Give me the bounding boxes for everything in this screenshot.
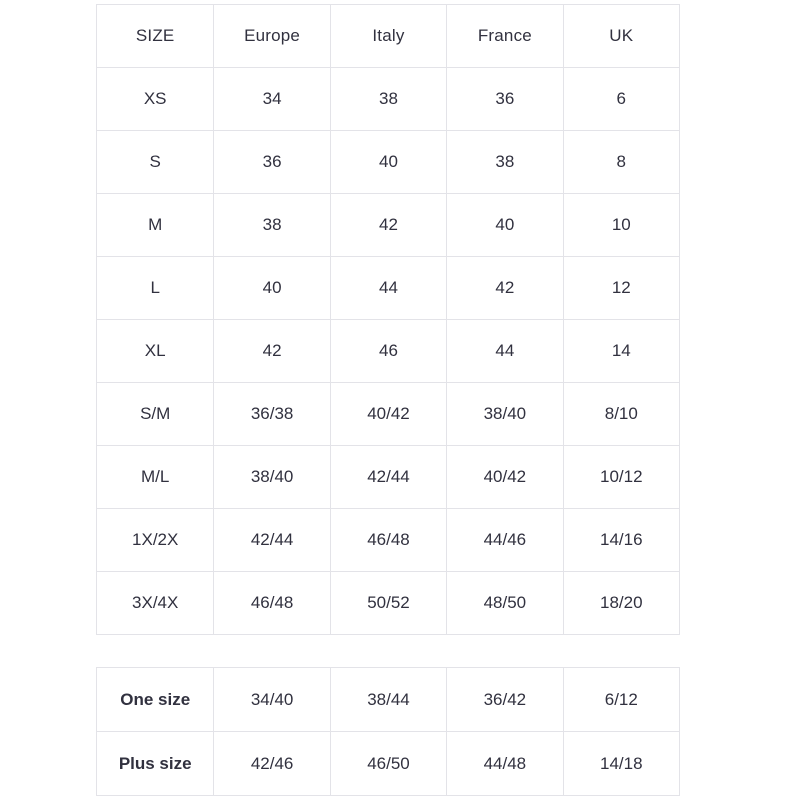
cell-uk: 12 [563,257,679,320]
cell-uk: 8 [563,131,679,194]
cell-europe: 42 [214,320,330,383]
cell-uk: 10/12 [563,446,679,509]
row-label: XS [97,68,214,131]
table-row [97,509,680,572]
row-label: S/M [97,383,214,446]
cell-europe: 42/46 [214,732,330,796]
table-header [97,5,680,68]
cell-europe: 34 [214,68,330,131]
secondary-size-table [96,667,680,796]
cell-uk: 10 [563,194,679,257]
cell-uk: 14/18 [563,732,679,796]
cell-europe: 40 [214,257,330,320]
cell-europe: 38/40 [214,446,330,509]
cell-uk: 14 [563,320,679,383]
table-row [97,668,680,732]
cell-france: 44 [447,320,563,383]
cell-italy: 50/52 [330,572,446,635]
cell-italy: 38/44 [330,668,446,732]
table-row [97,257,680,320]
table-row [97,131,680,194]
cell-europe: 36/38 [214,383,330,446]
row-label: Plus size [97,732,214,796]
row-label: 3X/4X [97,572,214,635]
cell-italy: 46 [330,320,446,383]
row-label: One size [97,668,214,732]
column-header-france: France [447,5,563,68]
cell-france: 38/40 [447,383,563,446]
column-header-size: SIZE [97,5,214,68]
column-header-europe: Europe [214,5,330,68]
table-header-row [97,5,680,68]
cell-europe: 36 [214,131,330,194]
secondary-size-table-container [96,667,680,796]
cell-europe: 34/40 [214,668,330,732]
cell-france: 40 [447,194,563,257]
cell-france: 48/50 [447,572,563,635]
table-row [97,194,680,257]
row-label: M/L [97,446,214,509]
row-label: S [97,131,214,194]
cell-uk: 6 [563,68,679,131]
table-row [97,572,680,635]
main-size-table-container [96,4,680,635]
cell-france: 38 [447,131,563,194]
cell-europe: 46/48 [214,572,330,635]
secondary-table-body [97,668,680,796]
cell-uk: 18/20 [563,572,679,635]
cell-italy: 42 [330,194,446,257]
table-row [97,732,680,796]
cell-france: 44/46 [447,509,563,572]
table-row [97,68,680,131]
column-header-italy: Italy [330,5,446,68]
cell-italy: 40/42 [330,383,446,446]
row-label: L [97,257,214,320]
row-label: M [97,194,214,257]
row-label: XL [97,320,214,383]
table-body [97,68,680,635]
table-row [97,383,680,446]
main-size-table [96,4,680,635]
cell-france: 42 [447,257,563,320]
cell-uk: 6/12 [563,668,679,732]
cell-italy: 40 [330,131,446,194]
cell-italy: 38 [330,68,446,131]
cell-italy: 46/50 [330,732,446,796]
cell-europe: 42/44 [214,509,330,572]
cell-italy: 46/48 [330,509,446,572]
cell-france: 36/42 [447,668,563,732]
column-header-uk: UK [563,5,679,68]
cell-italy: 42/44 [330,446,446,509]
cell-uk: 14/16 [563,509,679,572]
table-row [97,320,680,383]
cell-europe: 38 [214,194,330,257]
table-row [97,446,680,509]
row-label: 1X/2X [97,509,214,572]
cell-france: 36 [447,68,563,131]
cell-italy: 44 [330,257,446,320]
cell-uk: 8/10 [563,383,679,446]
cell-france: 40/42 [447,446,563,509]
cell-france: 44/48 [447,732,563,796]
